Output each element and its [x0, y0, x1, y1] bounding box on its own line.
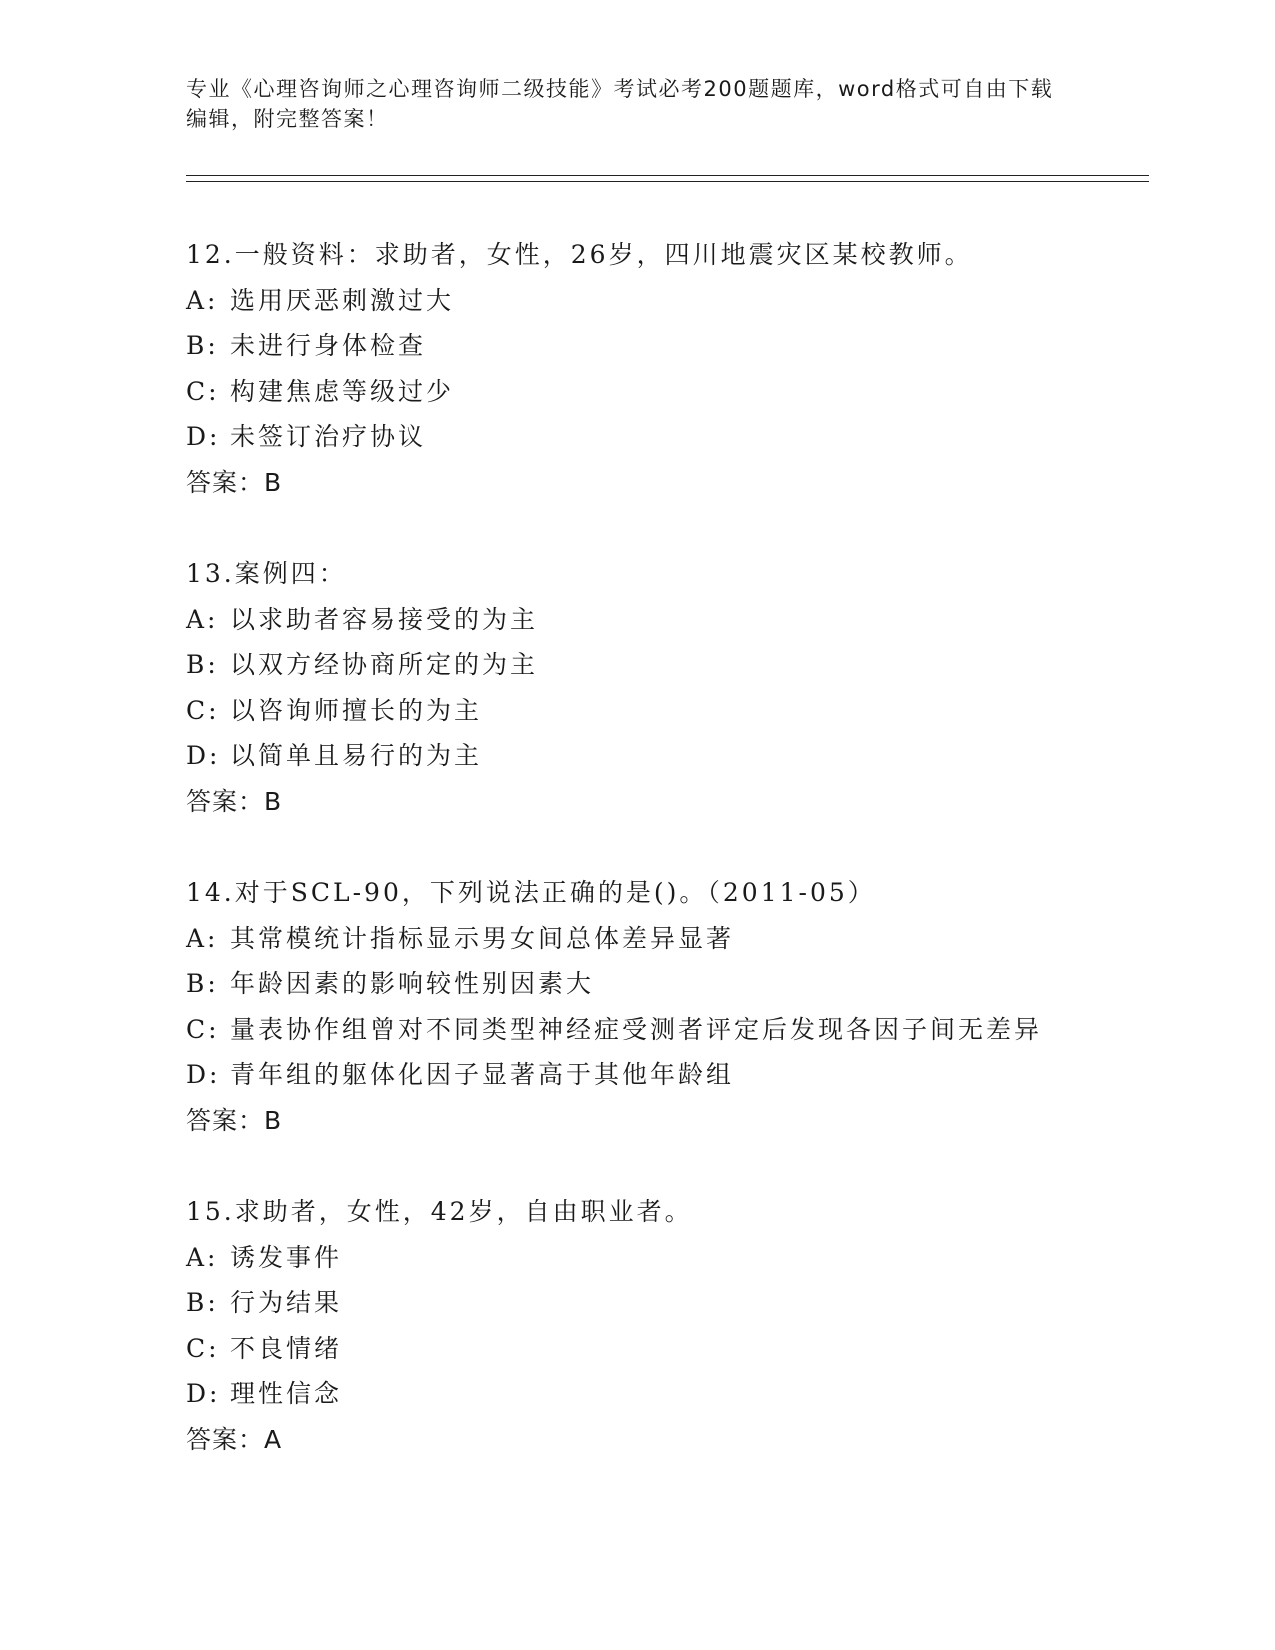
- question-12: [186, 232, 1146, 551]
- option-key: A:: [186, 285, 219, 315]
- option-text: 以双方经协商所定的为主: [230, 650, 539, 680]
- question-stem: 13.案例四：: [186, 559, 347, 588]
- option-b: [186, 961, 1146, 1007]
- option-text: 选用厌恶刺激过大: [230, 285, 455, 315]
- option-c: [186, 688, 1146, 734]
- option-text: 构建焦虑等级过少: [230, 376, 455, 406]
- question-list: [186, 232, 1146, 1508]
- option-key: C:: [186, 376, 220, 406]
- option-c: [186, 1326, 1146, 1372]
- option-key: D:: [186, 1060, 221, 1090]
- option-key: B:: [186, 969, 219, 999]
- option-b: [186, 323, 1146, 369]
- option-key: C:: [186, 1333, 220, 1363]
- option-key: D:: [186, 1379, 221, 1409]
- answer-line: 答案：B: [186, 467, 283, 497]
- question-stem: 15.求助者，女性，42岁，自由职业者。: [186, 1197, 693, 1226]
- option-b: [186, 642, 1146, 688]
- option-a: [186, 278, 1146, 324]
- option-b: [186, 1280, 1146, 1326]
- option-text: 未签订治疗协议: [230, 422, 427, 452]
- option-key: A:: [186, 1242, 219, 1272]
- option-text: 不良情绪: [230, 1333, 343, 1363]
- option-text: 以求助者容易接受的为主: [230, 604, 539, 634]
- option-key: B:: [186, 1288, 219, 1318]
- option-text: 诱发事件: [230, 1242, 343, 1272]
- option-key: B:: [186, 331, 219, 361]
- option-a: [186, 916, 1146, 962]
- option-text: 行为结果: [230, 1288, 343, 1318]
- option-text: 其常模统计指标显示男女间总体差异显著: [230, 923, 735, 953]
- document-header: 专业《心理咨询师之心理咨询师二级技能》考试必考200题题库，word格式可自由下载编辑，附完整答案！: [186, 77, 1054, 131]
- option-d: [186, 1371, 1146, 1417]
- option-key: D:: [186, 741, 221, 771]
- option-c: [186, 369, 1146, 415]
- option-a: [186, 597, 1146, 643]
- option-key: D:: [186, 422, 221, 452]
- option-key: A:: [186, 604, 219, 634]
- option-d: [186, 1052, 1146, 1098]
- option-key: C:: [186, 1014, 220, 1044]
- answer-line: 答案：B: [186, 1105, 283, 1135]
- option-a: [186, 1235, 1146, 1281]
- question-13: [186, 551, 1146, 870]
- option-d: [186, 414, 1146, 460]
- option-text: 年龄因素的影响较性别因素大: [230, 969, 595, 999]
- answer-line: 答案：B: [186, 786, 283, 816]
- option-text: 量表协作组曾对不同类型神经症受测者评定后发现各因子间无差异: [230, 1014, 1043, 1044]
- option-text: 青年组的躯体化因子显著高于其他年龄组: [230, 1060, 735, 1090]
- header-rule-top: [186, 175, 1149, 176]
- question-14: [186, 870, 1146, 1189]
- question-stem: 14.对于SCL-90，下列说法正确的是()。（2011-05）: [186, 878, 876, 907]
- option-text: 未进行身体检查: [230, 331, 427, 361]
- header-rule-bottom: [186, 181, 1149, 182]
- option-d: [186, 733, 1146, 779]
- option-text: 以咨询师擅长的为主: [230, 695, 483, 725]
- option-key: C:: [186, 695, 220, 725]
- option-c: [186, 1007, 1146, 1053]
- option-key: B:: [186, 650, 219, 680]
- option-text: 以简单且易行的为主: [230, 741, 483, 771]
- option-key: A:: [186, 923, 219, 953]
- answer-line: 答案：A: [186, 1424, 283, 1454]
- question-15: [186, 1189, 1146, 1508]
- question-stem: 12.一般资料：求助者，女性，26岁，四川地震灾区某校教师。: [186, 240, 973, 269]
- option-text: 理性信念: [230, 1379, 343, 1409]
